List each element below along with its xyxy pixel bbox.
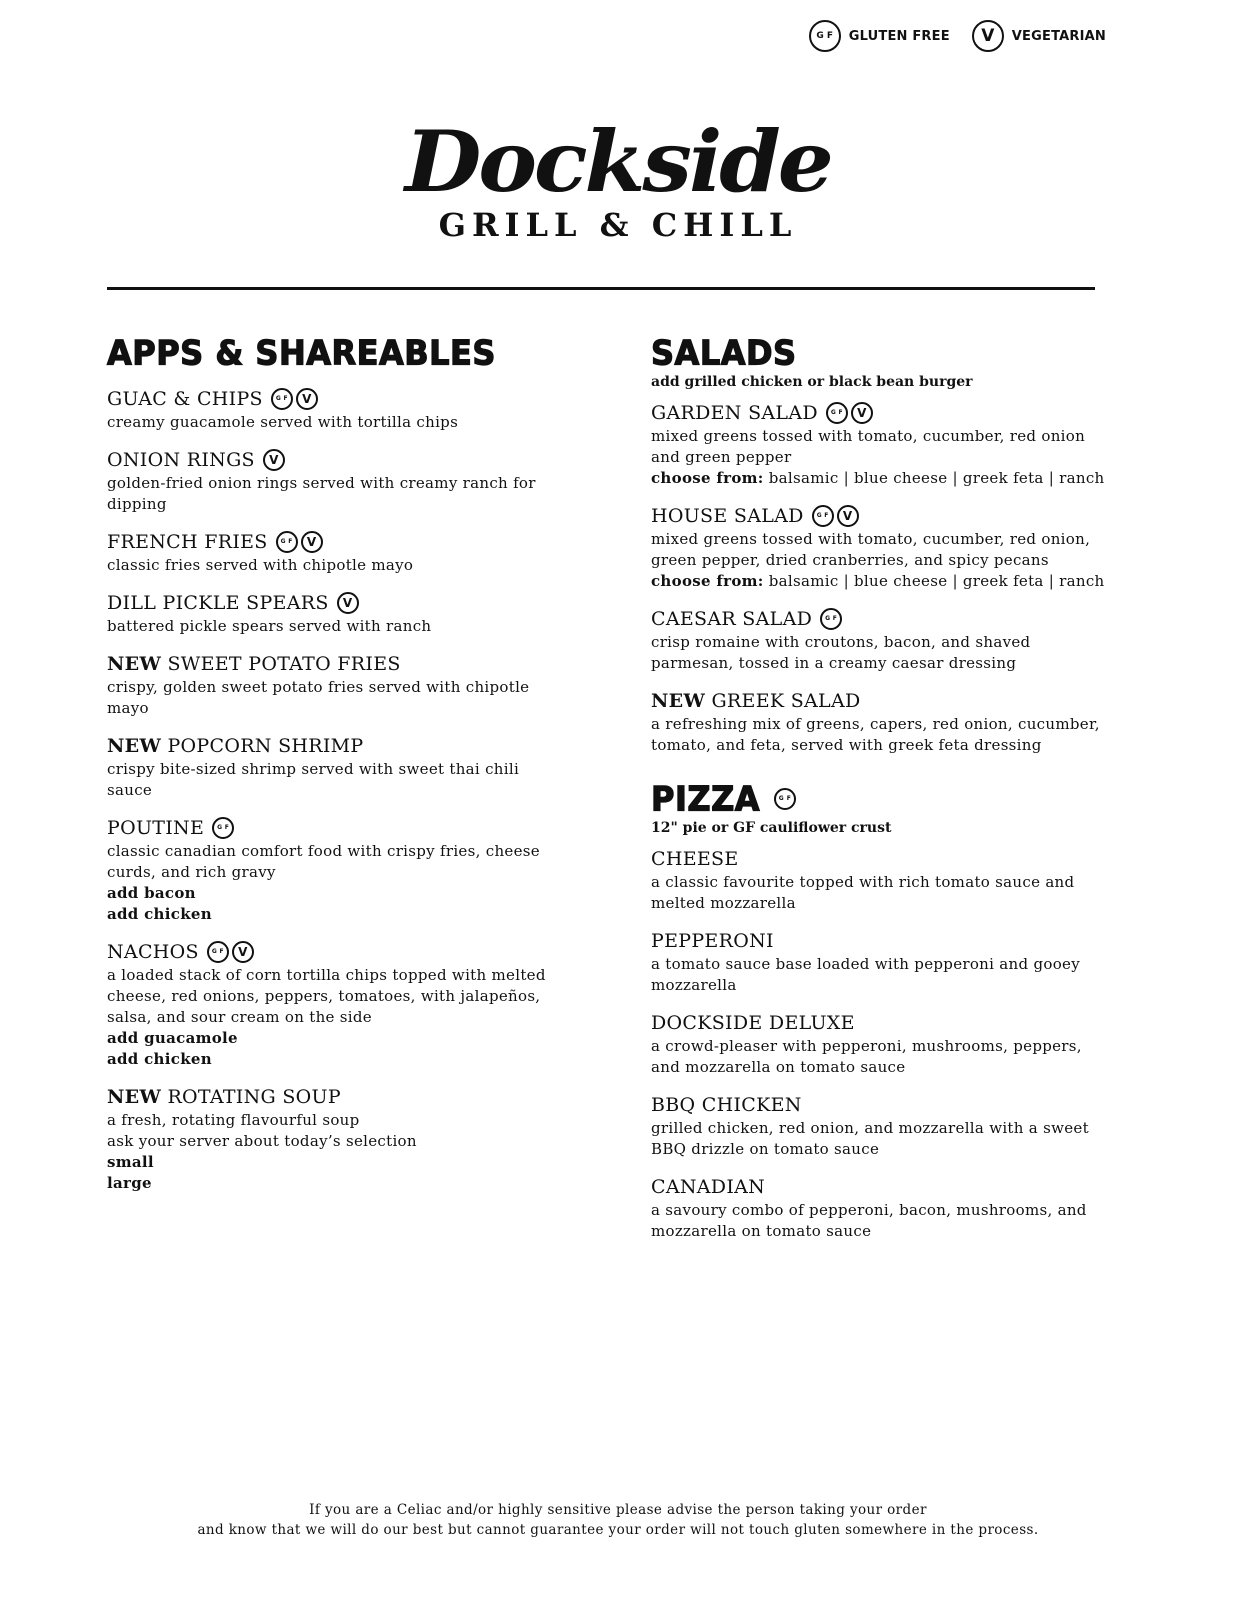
gluten-free-icon: G F — [826, 402, 848, 424]
gluten-free-icon: G F — [212, 817, 234, 839]
item-description: battered pickle spears served with ranch — [107, 617, 432, 635]
item-description: a loaded stack of corn tortilla chips topped with melted cheese, red onions, peppers, tomatoes, with jalapeños, salsa, and sour cream on the side — [107, 966, 546, 1026]
vegetarian-icon: V — [301, 531, 323, 553]
menu-item — [651, 846, 1111, 914]
item-name: HOUSE SALAD — [651, 505, 804, 527]
item-name: GREEK SALAD — [711, 690, 861, 712]
section-subtitle-salads: add grilled chicken or black bean burger — [651, 374, 973, 390]
item-name: PEPPERONI — [651, 930, 774, 952]
section-title-apps: APPS & SHAREABLES — [107, 333, 496, 373]
logo-name: Dockside — [405, 112, 831, 211]
vegetarian-icon: V — [263, 449, 285, 471]
menu-item — [107, 939, 567, 1070]
menu-item — [651, 400, 1111, 489]
menu-item — [651, 503, 1111, 592]
item-description: a refreshing mix of greens, capers, red onion, cucumber, tomato, and feta, served with greek feta dressing — [651, 715, 1100, 754]
gluten-disclaimer — [0, 1500, 1236, 1540]
menu-item — [107, 529, 567, 576]
new-badge: NEW — [107, 653, 162, 675]
item-description: crispy, golden sweet potato fries served with chipotle mayo — [107, 678, 530, 717]
item-description: a crowd-pleaser with pepperoni, mushrooms, peppers, and mozzarella on tomato sauce — [651, 1037, 1082, 1076]
vegetarian-icon: V — [837, 505, 859, 527]
gluten-free-icon: G F — [809, 20, 841, 52]
item-name: POUTINE — [107, 817, 205, 839]
item-name: DOCKSIDE DELUXE — [651, 1012, 855, 1034]
gluten-free-icon: G F — [774, 788, 796, 810]
dressing-options: choose from: balsamic | blue cheese | greek feta | ranch — [651, 572, 1105, 590]
item-description: mixed greens tossed with tomato, cucumber, red onion and green pepper — [651, 427, 1086, 466]
item-name: CHEESE — [651, 848, 739, 870]
vegetarian-icon: V — [296, 388, 318, 410]
item-addon: add bacon — [107, 884, 196, 902]
legend-gluten-free — [809, 20, 950, 52]
section-title-pizza: PIZZA G F — [651, 780, 1111, 818]
item-addon: add chicken — [107, 1050, 212, 1068]
disclaimer-line-2: and know that we will do our best but cannot guarantee your order will not touch gluten somewhere in the process. — [197, 1522, 1039, 1538]
item-name: ONION RINGS — [107, 449, 255, 471]
item-name: NACHOS — [107, 941, 199, 963]
gluten-free-icon: G F — [276, 531, 298, 553]
item-name: FRENCH FRIES — [107, 531, 268, 553]
gluten-free-icon: G F — [207, 941, 229, 963]
header-divider — [107, 287, 1095, 290]
menu-item — [107, 590, 567, 637]
item-addon: small — [107, 1153, 154, 1171]
item-description: grilled chicken, red onion, and mozzarella with a sweet BBQ drizzle on tomato sauce — [651, 1119, 1089, 1158]
item-description: ask your server about today’s selection — [107, 1132, 417, 1150]
item-addon: add guacamole — [107, 1029, 238, 1047]
item-description: mixed greens tossed with tomato, cucumber, red onion, green pepper, dried cranberries, and spicy pecans — [651, 530, 1091, 569]
apps-section — [107, 334, 567, 1208]
item-description: creamy guacamole served with tortilla chips — [107, 413, 459, 431]
vegetarian-icon: V — [337, 592, 359, 614]
vegetarian-icon: V — [851, 402, 873, 424]
restaurant-logo — [0, 112, 1236, 244]
item-description: crispy bite-sized shrimp served with sweet thai chili sauce — [107, 760, 520, 799]
item-name: GARDEN SALAD — [651, 402, 818, 424]
item-description: classic canadian comfort food with crispy fries, cheese curds, and rich gravy — [107, 842, 540, 881]
menu-item — [107, 651, 567, 719]
new-badge: NEW — [651, 690, 706, 712]
section-subtitle-pizza: 12" pie or GF cauliflower crust — [651, 820, 892, 836]
logo-tagline: GRILL & CHILL — [438, 206, 798, 244]
item-name: ROTATING SOUP — [167, 1086, 341, 1108]
dietary-legend — [809, 20, 1106, 52]
item-description: a fresh, rotating flavourful soup — [107, 1111, 360, 1129]
menu-item — [651, 1174, 1111, 1242]
menu-item — [651, 688, 1111, 756]
menu-item — [651, 606, 1111, 674]
menu-item — [107, 386, 567, 433]
dressing-options: choose from: balsamic | blue cheese | greek feta | ranch — [651, 469, 1105, 487]
item-addon: add chicken — [107, 905, 212, 923]
item-name: BBQ CHICKEN — [651, 1094, 802, 1116]
menu-item — [107, 447, 567, 515]
gluten-free-icon: G F — [812, 505, 834, 527]
new-badge: NEW — [107, 735, 162, 757]
item-description: a savoury combo of pepperoni, bacon, mushrooms, and mozzarella on tomato sauce — [651, 1201, 1087, 1240]
menu-item — [107, 815, 567, 925]
item-name: DILL PICKLE SPEARS — [107, 592, 329, 614]
new-badge: NEW — [107, 1086, 162, 1108]
vegetarian-icon: V — [972, 20, 1004, 52]
item-name: SWEET POTATO FRIES — [167, 653, 401, 675]
menu-item — [107, 1084, 567, 1194]
salads-pizza-column — [651, 334, 1111, 1256]
item-name: GUAC & CHIPS — [107, 388, 263, 410]
section-title-salads: SALADS — [651, 333, 797, 373]
legend-gluten-free-label: GLUTEN FREE — [848, 28, 950, 44]
item-description: a classic favourite topped with rich tomato sauce and melted mozzarella — [651, 873, 1075, 912]
item-addon: large — [107, 1174, 152, 1192]
menu-item — [107, 733, 567, 801]
item-description: classic fries served with chipotle mayo — [107, 556, 414, 574]
item-description: crisp romaine with croutons, bacon, and shaved parmesan, tossed in a creamy caesar dressing — [651, 633, 1031, 672]
legend-vegetarian — [972, 20, 1106, 52]
menu-item — [651, 928, 1111, 996]
menu-item — [651, 1092, 1111, 1160]
item-name: CAESAR SALAD — [651, 608, 813, 630]
vegetarian-icon: V — [232, 941, 254, 963]
gluten-free-icon: G F — [820, 608, 842, 630]
gluten-free-icon: G F — [271, 388, 293, 410]
item-description: golden-fried onion rings served with creamy ranch for dipping — [107, 474, 536, 513]
disclaimer-line-1: If you are a Celiac and/or highly sensitive please advise the person taking your order — [309, 1502, 927, 1518]
menu-item — [651, 1010, 1111, 1078]
item-name: POPCORN SHRIMP — [167, 735, 364, 757]
item-description: a tomato sauce base loaded with pepperoni and gooey mozzarella — [651, 955, 1080, 994]
legend-vegetarian-label: VEGETARIAN — [1011, 28, 1106, 44]
item-name: CANADIAN — [651, 1176, 766, 1198]
